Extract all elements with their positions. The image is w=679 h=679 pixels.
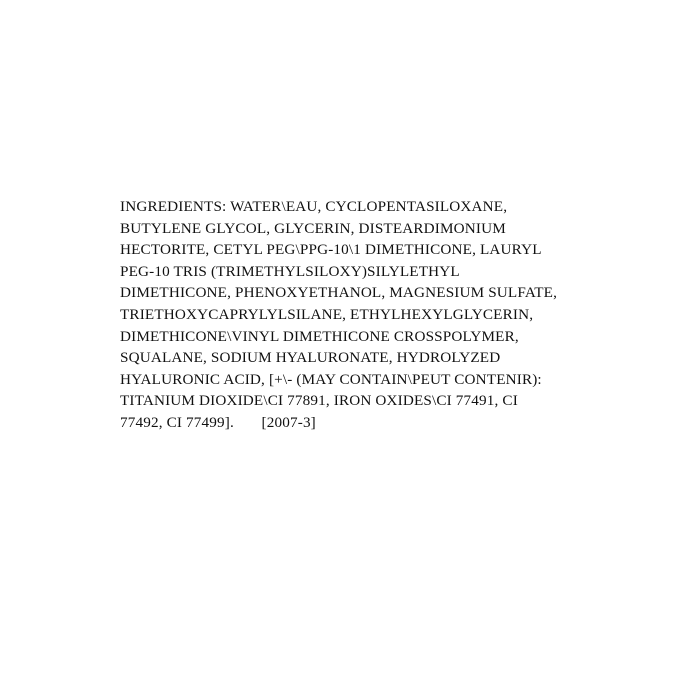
ingredients-panel: [120, 196, 560, 434]
ingredients-text: INGREDIENTS: WATER\EAU, CYCLOPENTASILOXANE, BUTYLENE GLYCOL, GLYCERIN, DISTEARDIMONIUM HECTORITE, CETYL PEG\PPG-10\1 DIMETHICONE, LAURYL PEG-10 TRIS (TRIMETHYLSILOXY)SILYLETHYL DIMETHICONE, PHENOXYETHANOL, MAGNESIUM SULFATE, TRIETHOXYCAPRYLYLSILANE, ETHYLHEXYLGLYCERIN, DIMETHICONE\VINYL DIMETHICONE CROSSPOLYMER, SQUALANE, SODIUM HYALURONATE, HYDROLYZED HYALURONIC ACID, [+\- (MAY CONTAIN\PEUT CONTENIR): TITANIUM DIOXIDE\CI 77891, IRON OXIDES\CI 77491, CI 77492, CI 77499]. [2007-3]: [120, 198, 561, 431]
